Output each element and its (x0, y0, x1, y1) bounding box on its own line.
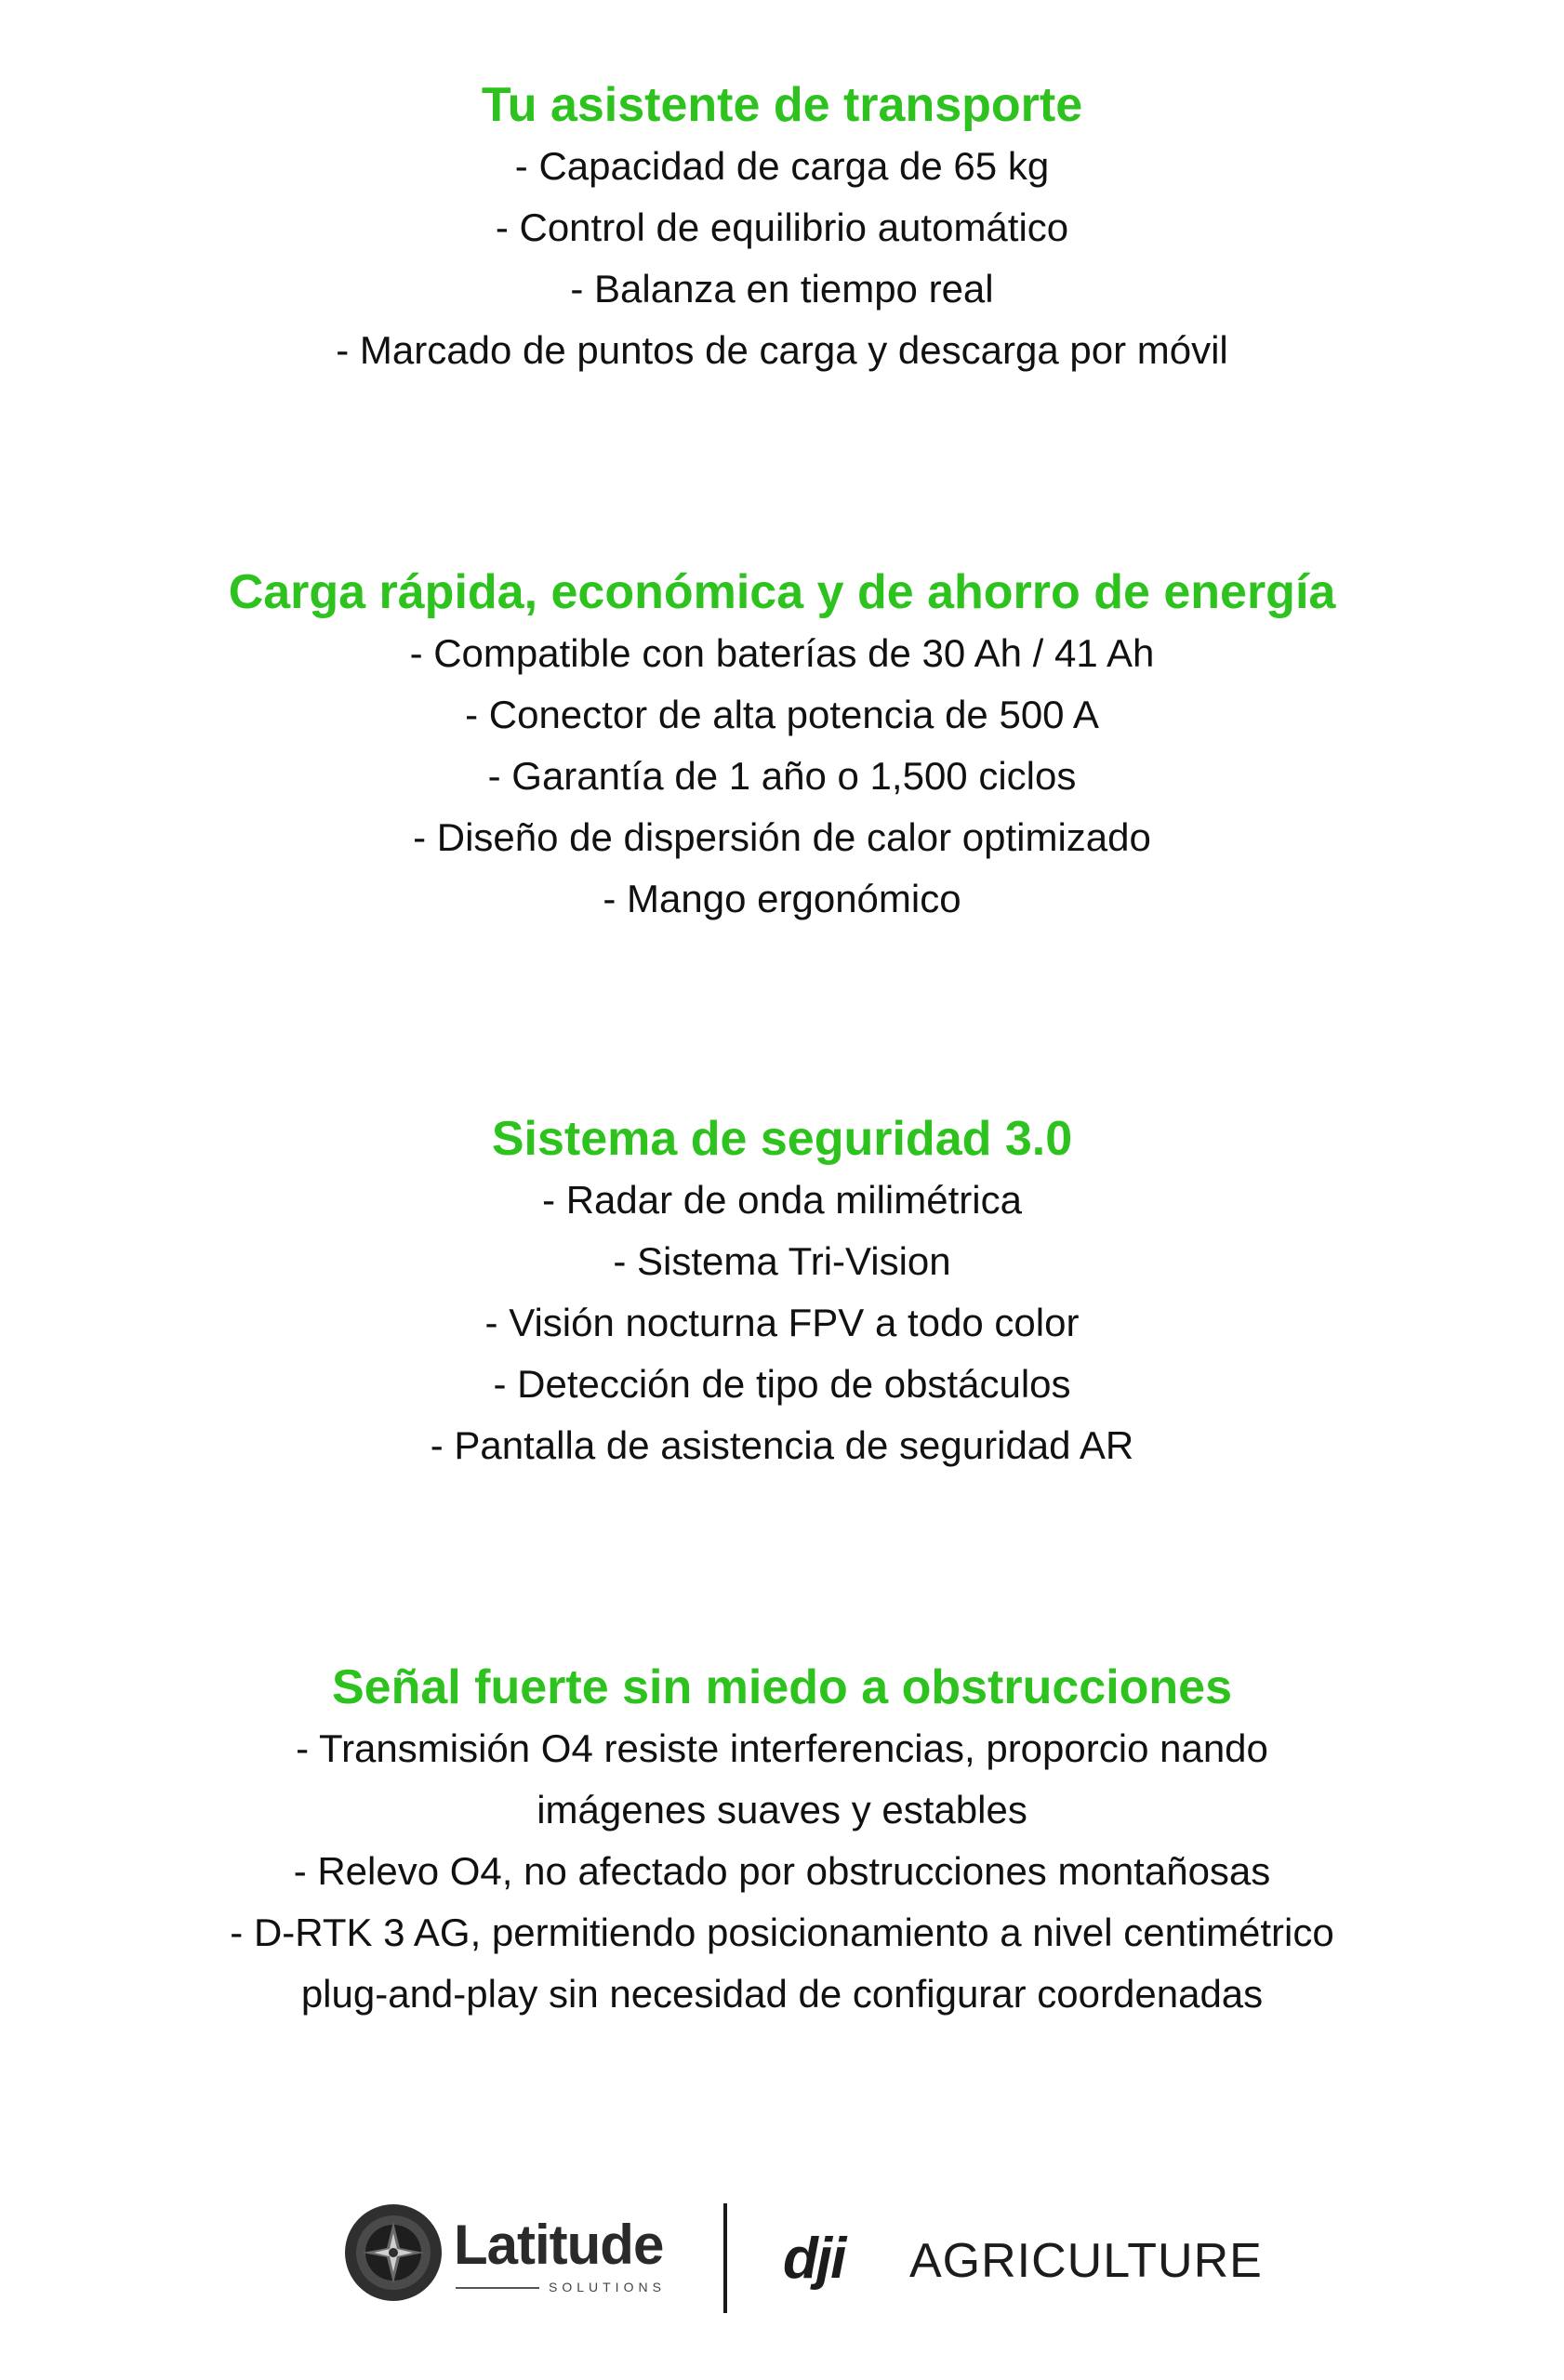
feature-line: - Transmisión O4 resiste interferencias, proporcio nando (296, 1726, 1268, 1770)
latitude-subtitle: SOLUTIONS (549, 2280, 666, 2294)
feature-line: - Conector de alta potencia de 500 A (465, 693, 1099, 736)
feature-line: - Mango ergonómico (603, 877, 961, 920)
feature-line: - Diseño de dispersión de calor optimizado (413, 815, 1151, 859)
feature-line: - Pantalla de asistencia de seguridad AR (430, 1423, 1134, 1467)
latitude-rule (456, 2287, 539, 2289)
feature-line: - Radar de onda milimétrica (542, 1178, 1022, 1222)
feature-line: - Garantía de 1 año o 1,500 ciclos (487, 754, 1077, 798)
feature-line: - Relevo O4, no afectado por obstrucciones montañosas (293, 1849, 1271, 1893)
agriculture-wordmark: AGRICULTURE (909, 2234, 1263, 2288)
feature-line: - Control de equilibrio automático (495, 205, 1069, 249)
logo-divider (723, 2203, 727, 2313)
feature-line: - Detección de tipo de obstáculos (493, 1362, 1071, 1406)
section-charging (0, 562, 1564, 930)
section-title: Tu asistente de transporte (481, 78, 1083, 132)
footer-logos (0, 2194, 1564, 2334)
svg-text:dji: dji (783, 2231, 845, 2291)
feature-line: - Sistema Tri-Vision (613, 1239, 951, 1283)
section-title: Sistema de seguridad 3.0 (491, 1112, 1073, 1166)
feature-line: - Capacidad de carga de 65 kg (514, 144, 1050, 188)
feature-line: - Compatible con baterías de 30 Ah / 41 Ah (409, 631, 1155, 675)
section-signal (0, 1657, 1564, 2025)
feature-line: - Marcado de puntos de carga y descarga por móvil (336, 328, 1228, 372)
latitude-compass-icon (342, 2202, 444, 2304)
section-safety (0, 1108, 1564, 1476)
feature-line: - Visión nocturna FPV a todo color (484, 1301, 1080, 1344)
feature-line: plug-and-play sin necesidad de configurar coordenadas (300, 1972, 1264, 2016)
feature-line: - Balanza en tiempo real (570, 267, 994, 311)
latitude-wordmark: Latitude (454, 2214, 664, 2276)
feature-line: - D-RTK 3 AG, permitiendo posicionamiento a nivel centimétrico (230, 1911, 1334, 1954)
section-title: Señal fuerte sin miedo a obstrucciones (331, 1660, 1233, 1714)
dji-logo (779, 2231, 900, 2293)
section-title: Carga rápida, económica y de ahorro de energía (228, 565, 1336, 619)
feature-line: imágenes suaves y estables (537, 1788, 1027, 1831)
section-transport (0, 74, 1564, 381)
